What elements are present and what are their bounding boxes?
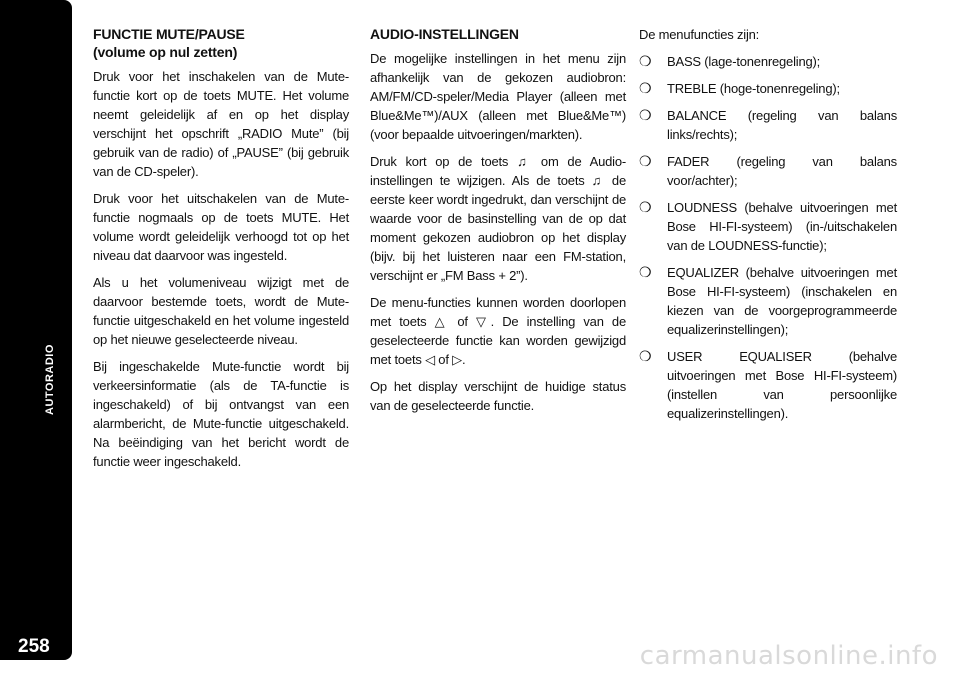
- menu-function-list: [639, 52, 897, 423]
- list-item-text: FADER (regeling van balans voor/achter);: [667, 154, 897, 188]
- side-tab: [0, 0, 72, 660]
- bullet-icon: ❍: [639, 153, 652, 169]
- list-item-text: TREBLE (hoge-tonenregeling);: [667, 81, 840, 96]
- list-item: [639, 152, 897, 190]
- list-item-text: BALANCE (regeling van balans links/rechts);: [667, 108, 897, 142]
- watermark: carmanualsonline.info: [639, 641, 938, 671]
- list-intro: De menufuncties zijn:: [639, 27, 760, 42]
- paragraph: Als u het volumeniveau wijzigt met de daarvoor bestemde toets, wordt de Mute-functie uitgeschakeld en het volume ingesteld op het nieuwe geselecteerde niveau.: [93, 275, 349, 347]
- bullet-icon: ❍: [639, 264, 652, 280]
- list-item-text: USER EQUALISER (behalve uitvoeringen met Bose HI-FI-systeem) (instellen van persoonlijke equalizerinstellingen).: [667, 349, 897, 421]
- paragraph: Druk voor het inschakelen van de Mute-functie kort op de toets MUTE. Het volume neemt geleidelijk af en op het display verschijnt het opschrift „RADIO Mute” (bij gebruik van de radio) of „PAUSE” (bij gebruik van de CD-speler).: [93, 69, 349, 179]
- heading-audio-settings: AUDIO-INSTELLINGEN: [370, 26, 519, 42]
- list-item: [639, 263, 897, 339]
- bullet-icon: ❍: [639, 53, 652, 69]
- bullet-icon: ❍: [639, 199, 652, 215]
- list-item-text: BASS (lage-tonenregeling);: [667, 54, 821, 69]
- paragraph: Druk voor het uitschakelen van de Mute-functie nogmaals op de toets MUTE. Het volume wordt geleidelijk verhoogd tot op het niveau dat daarvoor was ingesteld.: [93, 191, 349, 263]
- column-mute-pause: [93, 25, 349, 479]
- section-label: AUTORADIO: [44, 344, 56, 416]
- list-item-text: EQUALIZER (behalve uitvoeringen met Bose HI-FI-systeem) (inschakelen en kiezen van de voorgeprogrammeerde equalizerinstellingen);: [667, 265, 897, 337]
- page-number: 258: [18, 636, 50, 657]
- column-audio-settings: [370, 25, 626, 423]
- bullet-icon: ❍: [639, 80, 652, 96]
- paragraph: Bij ingeschakelde Mute-functie wordt bij verkeersinformatie (als de TA-functie is ingeschakeld) of bij ontvangst van een alarmbericht, de Mute-functie uitgeschakeld. Na beëindiging van het bericht wordt de functie weer ingeschakeld.: [93, 359, 349, 469]
- heading-line-1: FUNCTIE MUTE/PAUSE: [93, 26, 245, 42]
- list-item: [639, 52, 897, 71]
- list-item: [639, 79, 897, 98]
- list-item-text: LOUDNESS (behalve uitvoeringen met Bose HI-FI-systeem) (in-/uitschakelen van de LOUDNESS-functie);: [667, 200, 897, 253]
- paragraph: Druk kort op de toets ♫ om de Audio-instellingen te wijzigen. Als de toets ♫ de eerste keer wordt ingedrukt, dan verschijnt de waarde voor de basinstelling van de op dat moment gekozen audiobron op het display (bijv. bij het luisteren naar een FM-station, verschijnt er „FM Bass + 2”).: [370, 154, 626, 283]
- heading-line-2: (volume op nul zetten): [93, 44, 238, 60]
- bullet-icon: ❍: [639, 107, 652, 123]
- list-item: [639, 106, 897, 144]
- list-item: [639, 347, 897, 423]
- list-item: [639, 198, 897, 255]
- paragraph: Op het display verschijnt de huidige status van de geselecteerde functie.: [370, 379, 626, 413]
- heading-mute-pause: [93, 25, 349, 61]
- bullet-icon: ❍: [639, 348, 652, 364]
- paragraph: De mogelijke instellingen in het menu zijn afhankelijk van de gekozen audiobron: AM/FM/CD-speler/Media Player (alleen met Blue&Me™)/AUX (alleen met Blue&Me™) (voor bepaalde uitvoeringen/markten).: [370, 51, 626, 142]
- column-menu-functions: [639, 25, 897, 431]
- paragraph: De menu-functies kunnen worden doorlopen met toets △ of ▽. De instelling van de geselecteerde functie kan worden gewijzigd met toets ◁ of ▷.: [370, 295, 626, 367]
